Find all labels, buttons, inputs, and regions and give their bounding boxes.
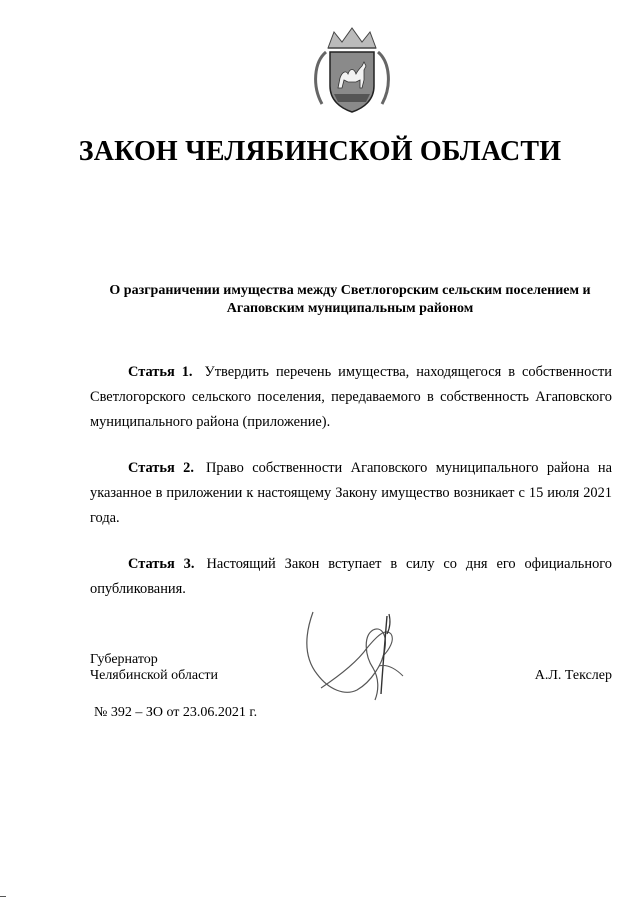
article-1 [90,360,612,435]
article-3-text: Настоящий Закон вступает в силу со дня его официального опубликования. [90,556,613,597]
subtitle-line-1: О разграничении имущества между Светлогорским сельским поселением и [109,283,591,298]
article-2-label: Статья 2. [128,460,194,476]
coat-of-arms-icon [298,22,406,118]
article-1-label: Статья 1. [128,364,193,380]
scan-edge-mark [0,896,6,897]
governor-position-line-1: Губернатор [90,652,158,667]
article-3-label: Статья 3. [128,556,195,572]
document-subtitle [90,282,610,318]
governor-position [90,652,218,684]
subtitle-line-2: Агаповским муниципальным районом [226,301,474,316]
article-1-text: Утвердить перечень имущества, находящегося в собственности Светлогорского сельского поселения, передаваемого в собственность Агаповского муниципального района (приложение). [90,364,613,430]
law-number-and-date: № 392 – ЗО от 23.06.2021 г. [94,705,258,720]
article-2 [90,456,612,531]
signature-icon [295,604,420,704]
article-2-text: Право собственности Агаповского муниципального района на указанное в приложении к настоящему Закону имущество возникает с 15 июля 2021 года. [90,460,612,526]
governor-name: А.Л. Текслер [534,668,612,683]
document-title: ЗАКОН ЧЕЛЯБИНСКОЙ ОБЛАСТИ [78,136,562,167]
article-3 [90,552,612,602]
governor-position-line-2: Челябинской области [90,668,218,683]
